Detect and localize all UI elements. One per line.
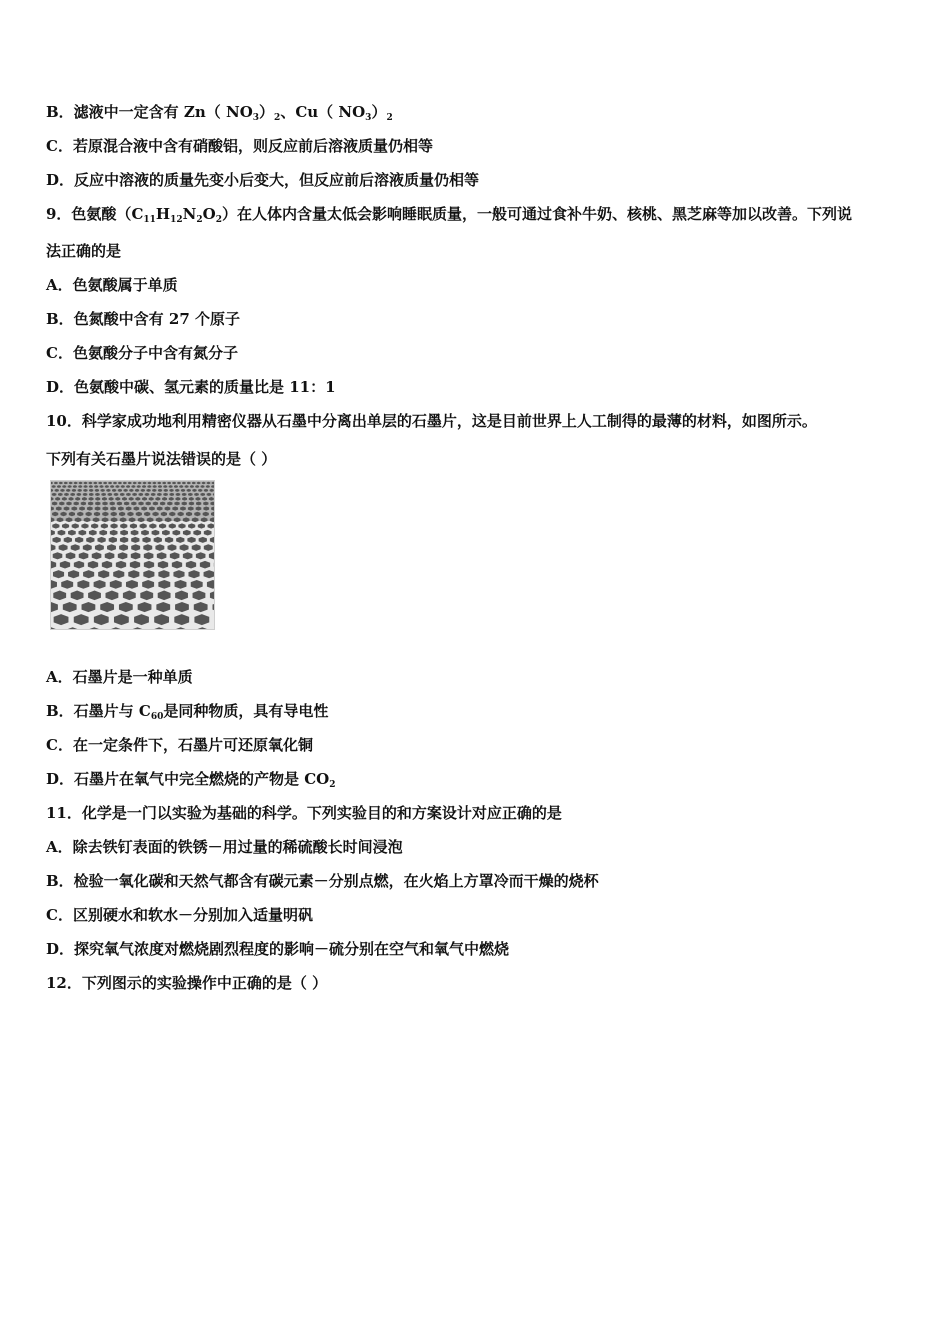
option-9a: A．色氨酸属于单质 [46, 276, 178, 294]
option-9b: B．色氮酸中含有 27 个原子 [46, 310, 240, 328]
option-9d: D．色氨酸中碳、氢元素的质量比是 11：1 [46, 378, 336, 396]
option-8b: B．滤液中一定含有 Zn（ $NO_3)_2$、Cu（ $NO_3)_2$ [46, 103, 393, 123]
graphene-lattice-image [50, 480, 215, 630]
question-10-stem-cont: 下列有关石墨片说法错误的是（ ） [46, 450, 277, 468]
option-11a: A．除去铁钉表面的铁锈－用过量的稀硫酸长时间浸泡 [46, 838, 403, 856]
question-11-stem: 11．化学是一门以实验为基础的科学。下列实验目的和方案设计对应正确的是 [46, 804, 562, 822]
question-10-stem: 10．科学家成功地利用精密仪器从石墨中分离出单层的石墨片，这是目前世界上人工制得的最薄的材料，如图所示。 [46, 412, 817, 430]
option-8d: D．反应中溶液的质量先变小后变大，但反应前后溶液质量仍相等 [46, 171, 480, 189]
option-10c: C．在一定条件下，石墨片可还原氧化铜 [46, 736, 313, 754]
option-10b: B．石墨片与 $C_{60}$是同种物质，具有导电性 [46, 702, 329, 722]
graphene-lattice-svg [51, 481, 214, 629]
option-10a: A．石墨片是一种单质 [46, 668, 193, 686]
question-12-stem: 12．下列图示的实验操作中正确的是（ ） [46, 974, 328, 992]
question-9-stem: 9．色氨酸$(C_{11}H_{12}N_2O_2)$在人体内含量太低会影响睡眠质量，一般可通过食补牛奶、核桃、黑芝麻等加以改善。下列说 [46, 205, 852, 225]
option-11c: C．区别硬水和软水－分别加入适量明矾 [46, 906, 313, 924]
lattice-haze [51, 481, 214, 521]
question-9-stem-cont: 法正确的是 [46, 242, 122, 260]
option-11b: B．检验一氧化碳和天然气都含有碳元素－分别点燃，在火焰上方罩冷而干燥的烧杯 [46, 872, 599, 890]
option-8c: C．若原混合液中含有硝酸铝，则反应前后溶液质量仍相等 [46, 137, 433, 155]
option-11d: D．探究氧气浓度对燃烧剧烈程度的影响－硫分别在空气和氧气中燃烧 [46, 940, 510, 958]
option-9c: C．色氨酸分子中含有氮分子 [46, 344, 238, 362]
option-10d: D．石墨片在氧气中完全燃烧的产物是 $CO_2$ [46, 770, 336, 790]
